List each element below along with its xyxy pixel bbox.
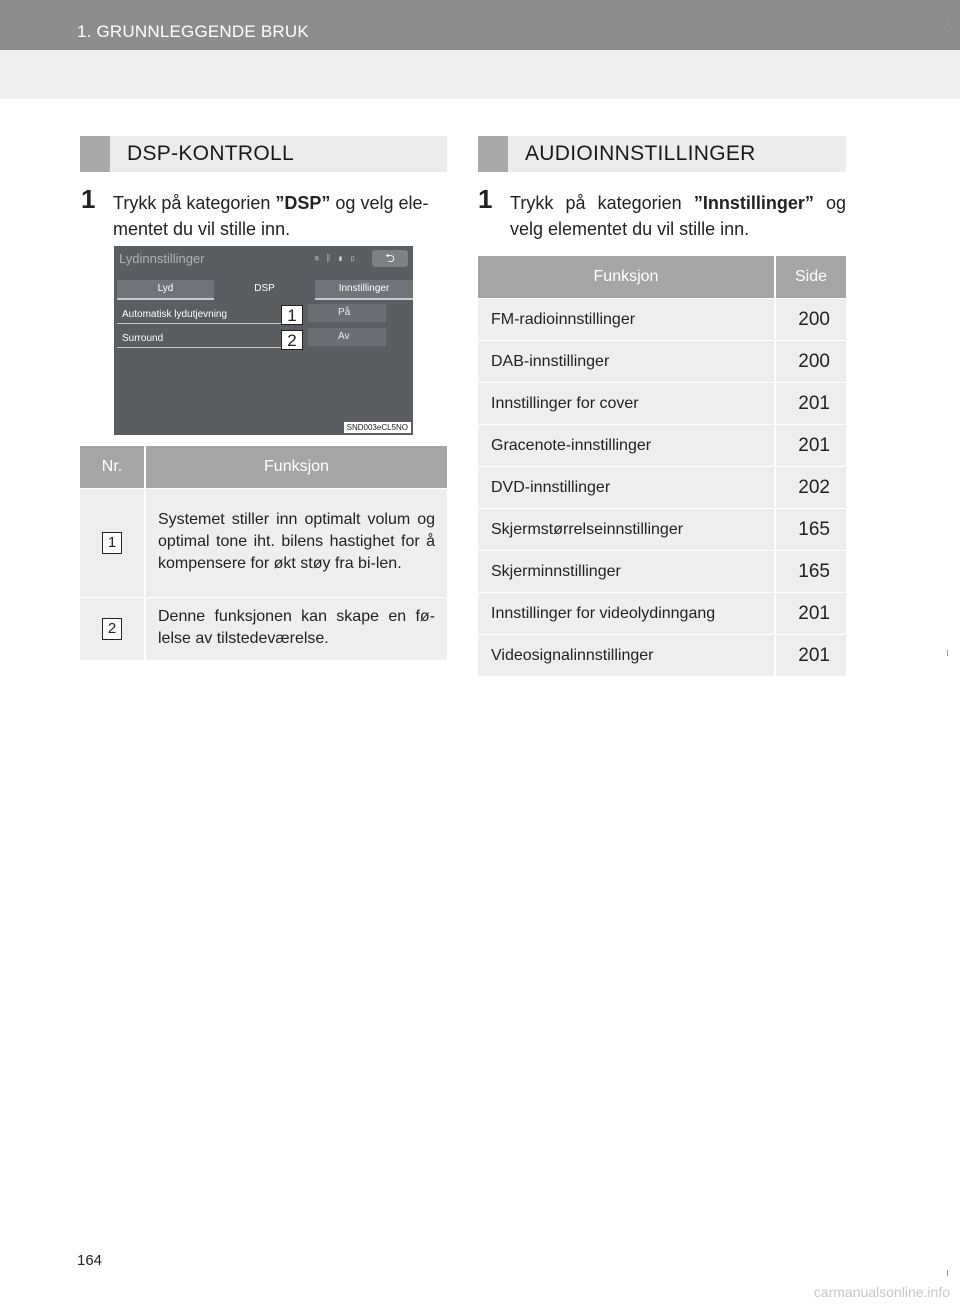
- value-surround[interactable]: Av: [308, 328, 386, 346]
- bluetooth-icon: ᛒ: [325, 253, 334, 263]
- table-row: [478, 635, 846, 677]
- value-auto-level[interactable]: På: [308, 304, 386, 322]
- section-marker: [478, 136, 508, 172]
- table-row: [478, 509, 846, 551]
- table-row: [80, 598, 447, 661]
- table-row: [478, 383, 846, 425]
- setting-name: DAB-innstillinger: [478, 341, 775, 383]
- page-ref: 200: [775, 299, 846, 341]
- section-title: AUDIOINNSTILLINGER: [525, 142, 756, 165]
- page-ref: 165: [775, 509, 846, 551]
- screen-title: Lydinnstillinger: [119, 251, 205, 266]
- table-row: [478, 341, 846, 383]
- callout-1: 1: [281, 305, 303, 325]
- setting-name: Videosignalinnstillinger: [478, 635, 775, 677]
- dsp-function-table: [80, 446, 447, 660]
- table-row: [478, 425, 846, 467]
- setting-name: Innstillinger for videolydinngang: [478, 593, 775, 635]
- tab-innstillinger[interactable]: Innstillinger: [315, 280, 413, 300]
- row-number: 1: [102, 532, 122, 554]
- page-ref: 201: [775, 425, 846, 467]
- page-ref: 201: [775, 635, 846, 677]
- header-side: Side: [775, 256, 846, 299]
- section-marker: [80, 136, 110, 172]
- header-subband: [0, 50, 960, 99]
- crop-mark: [947, 1270, 948, 1276]
- row-description: Systemet stiller inn optimalt volum og optimal tone iht. bilens hastighet for å kompensere for økt støy fra bi-len.: [145, 489, 447, 598]
- table-row: [478, 299, 846, 341]
- step-number: 1: [478, 184, 493, 214]
- wifi-icon: ≋: [314, 253, 322, 263]
- back-icon: ⮌: [385, 251, 395, 265]
- setting-name: Skjermstørrelseinnstillinger: [478, 509, 775, 551]
- step-number: 1: [81, 184, 96, 214]
- table-row: [478, 551, 846, 593]
- setting-name: Gracenote-innstillinger: [478, 425, 775, 467]
- section-header-dsp: [80, 136, 447, 172]
- setting-name: Skjerminnstillinger: [478, 551, 775, 593]
- page-ref: 200: [775, 341, 846, 383]
- header-funksjon: Funksjon: [478, 256, 775, 299]
- screen-illustration: [114, 246, 413, 435]
- callout-2: 2: [281, 330, 303, 350]
- section-header-audio: [478, 136, 846, 172]
- table-row: [478, 467, 846, 509]
- signal-icon: ▮: [337, 253, 346, 263]
- row-description: Denne funksjonen kan skape en fø-lelse av tilstedeværelse.: [145, 598, 447, 661]
- chapter-title: 1. GRUNNLEGGENDE BRUK: [77, 22, 309, 41]
- table-row: [80, 489, 447, 598]
- audio-settings-table: [478, 256, 846, 676]
- battery-icon: ▯: [349, 253, 358, 263]
- step-text: Trykk på kategorien ”Innstillinger” og velg elementet du vil stille inn.: [510, 193, 847, 239]
- crop-mark: [947, 650, 948, 656]
- setting-name: DVD-innstillinger: [478, 467, 775, 509]
- crop-mark: [947, 20, 948, 26]
- setting-name: Innstillinger for cover: [478, 383, 775, 425]
- page-ref: 165: [775, 551, 846, 593]
- screen-tabs: [117, 280, 413, 300]
- page-ref: 201: [775, 593, 846, 635]
- header-funksjon: Funksjon: [145, 446, 447, 489]
- watermark: carmanualsonline.info: [813, 1284, 950, 1300]
- page-ref: 202: [775, 467, 846, 509]
- image-code: SND003eCL5NO: [344, 422, 411, 433]
- table-row: [478, 593, 846, 635]
- row-number: 2: [102, 618, 122, 640]
- tab-dsp[interactable]: DSP: [216, 280, 313, 300]
- row-auto-level[interactable]: Automatisk lydutjevning: [117, 306, 282, 324]
- setting-name: FM-radioinnstillinger: [478, 299, 775, 341]
- row-surround[interactable]: Surround: [117, 330, 282, 348]
- back-button[interactable]: [372, 250, 408, 267]
- status-icons: [314, 253, 357, 263]
- tab-lyd[interactable]: Lyd: [117, 280, 214, 300]
- section-title: DSP-KONTROLL: [127, 142, 294, 165]
- page-number: 164: [77, 1252, 103, 1269]
- step-text: Trykk på kategorien ”DSP” og velg ele-mentet du vil stille inn.: [113, 193, 429, 239]
- header-nr: Nr.: [80, 446, 145, 489]
- page-ref: 201: [775, 383, 846, 425]
